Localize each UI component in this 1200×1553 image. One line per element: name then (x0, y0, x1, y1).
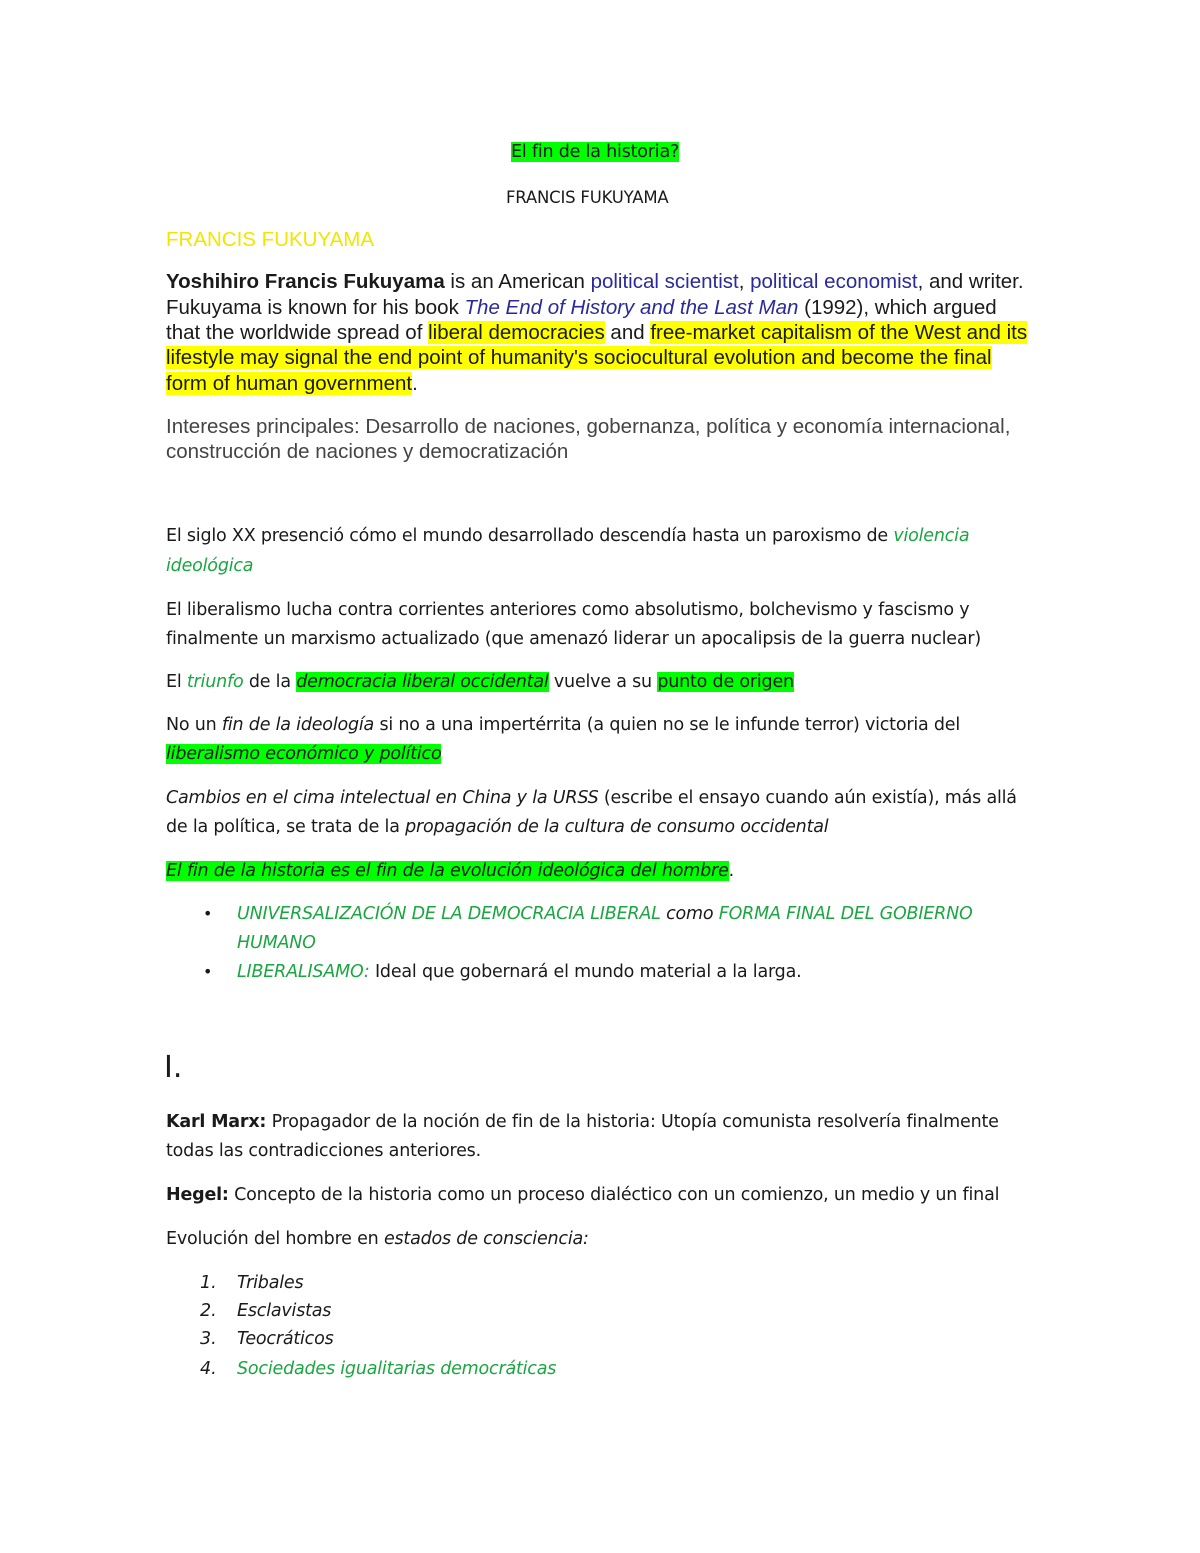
link-political-economist[interactable]: political economist (750, 270, 918, 293)
list-number: 2. (200, 1301, 217, 1321)
bullet-1-line-2: HUMANO (237, 933, 316, 953)
bio-text: Fukuyama is known for his book (166, 296, 465, 319)
evolution-text: Evolución del hombre en (166, 1229, 384, 1249)
list-item: Teocráticos (237, 1329, 334, 1349)
hegel-line (166, 1185, 999, 1205)
p1-text: El siglo XX presenció cómo el mundo desarrollado descendía hasta un paroxismo de (166, 526, 894, 546)
bio-text: that the worldwide spread of (166, 321, 429, 344)
list-item: Esclavistas (237, 1301, 332, 1321)
bio-name: Yoshihiro Francis Fukuyama (166, 270, 445, 293)
marx-label: Karl Marx: (166, 1112, 267, 1132)
author-line: FRANCIS FUKUYAMA (506, 188, 669, 207)
paragraph-6 (166, 861, 734, 881)
section-heading: FRANCIS FUKUYAMA (166, 228, 375, 251)
interests-line-2: construcción de naciones y democratización (166, 440, 569, 463)
link-book-title[interactable]: The End of History and the Last Man (464, 296, 799, 319)
marx-text: Propagador de la noción de fin de la historia: Utopía comunista resolvería finalmente (266, 1112, 999, 1132)
bullet-1-green: UNIVERSALIZACIÓN DE LA DEMOCRACIA LIBERAL (237, 904, 661, 924)
bio-line-1 (166, 270, 1024, 294)
bullet-1-green-2: FORMA FINAL DEL GOBIERNO (718, 904, 973, 924)
paragraph-3 (166, 672, 794, 692)
list-item: Sociedades igualitarias democráticas (237, 1359, 557, 1379)
bullet-1-mid: como (660, 904, 719, 924)
hegel-label: Hegel: (166, 1185, 229, 1205)
marx-line-2: todas las contradicciones anteriores. (166, 1141, 481, 1161)
highlight-democracia-liberal: democracia liberal occidental (296, 672, 549, 692)
p4-text: No un (166, 715, 222, 735)
list-item: Tribales (237, 1273, 304, 1293)
p5-italic-2: propagación de la cultura de consumo occidental (405, 817, 829, 837)
highlight-fin-historia: El fin de la historia es el fin de la evolución ideológica del hombre (166, 861, 729, 881)
link-political-scientist[interactable]: political scientist (590, 270, 739, 293)
highlight-west: of the West and its (851, 321, 1028, 344)
bio-line-2 (166, 296, 997, 320)
hegel-text: Concepto de la historia como un proceso dialéctico con un comienzo, un medio y un final (228, 1185, 1000, 1205)
paragraph-5-line-2 (166, 817, 828, 837)
doc-title-text: El fin de la historia? (511, 142, 680, 162)
highlight-punto-origen: punto de origen (657, 672, 794, 692)
highlight-form: form of human government (166, 372, 413, 395)
doc-title (511, 142, 679, 162)
bullet-2-green: LIBERALISAMO: (237, 962, 370, 982)
p3-text: de la (243, 672, 297, 692)
paragraph-1-line-2: ideológica (166, 556, 254, 576)
p4-italic: fin de la ideología (221, 715, 375, 735)
bio-line-4 (166, 346, 992, 370)
p5-italic: Cambios en el cima intelectual en China y la URSS (166, 788, 599, 808)
paragraph-1-line-1 (166, 526, 969, 546)
interests-line-1: Intereses principales: Desarrollo de naciones, gobernanza, política y economía internacional, (166, 415, 1011, 438)
bio-text: is an American (444, 270, 591, 293)
bullet-2 (237, 962, 801, 982)
bullet-icon: • (203, 904, 213, 923)
p6-text: . (728, 861, 734, 881)
p5-text: de la política, se trata de la (166, 817, 406, 837)
paragraph-4-line-2 (166, 744, 441, 764)
list-number: 1. (200, 1273, 217, 1293)
marx-line-1 (166, 1112, 999, 1132)
paragraph-4-line-1 (166, 715, 960, 735)
highlight-free-market: free-market capitalism (650, 321, 852, 344)
highlight-liberal-democracies: liberal democracies (428, 321, 605, 344)
bio-line-3 (166, 321, 1027, 345)
p5-text: (escribe el ensayo cuando aún existía), más allá (598, 788, 1017, 808)
evolution-line (166, 1229, 589, 1249)
evolution-italic: estados de consciencia: (383, 1229, 589, 1249)
highlight-lifestyle: lifestyle may signal the end point of humanity's sociocultural evolution and become the final (166, 346, 992, 369)
bio-text: and (604, 321, 651, 344)
section-roman-heading: I. (164, 1050, 183, 1085)
bullet-2-text: Ideal que gobernará el mundo material a la larga. (369, 962, 802, 982)
paragraph-2-line-1: El liberalismo lucha contra corrientes anteriores como absolutismo, bolchevismo y fascismo y (166, 600, 970, 620)
bio-text: , and writer. (917, 270, 1024, 293)
p1-green: violencia (893, 526, 970, 546)
p3-text: El (166, 672, 187, 692)
list-number: 3. (200, 1329, 217, 1349)
bullet-icon: • (203, 962, 213, 981)
bio-text: . (412, 372, 418, 395)
bio-line-5 (166, 372, 418, 396)
bullet-1-line-1 (237, 904, 973, 924)
p4-text: si no a una impertérrita (a quien no se le infunde terror) victoria del (374, 715, 961, 735)
paragraph-5-line-1 (166, 788, 1017, 808)
highlight-liberalismo: liberalismo económico y político (166, 744, 442, 764)
list-number: 4. (200, 1359, 217, 1379)
bio-text: , (738, 270, 751, 293)
bio-text: (1992), which argued (798, 296, 997, 319)
paragraph-2-line-2: finalmente un marxismo actualizado (que amenazó liderar un apocalipsis de la guerra nuclear) (166, 629, 981, 649)
p3-text: vuelve a su (548, 672, 658, 692)
p3-triunfo: triunfo (186, 672, 244, 692)
